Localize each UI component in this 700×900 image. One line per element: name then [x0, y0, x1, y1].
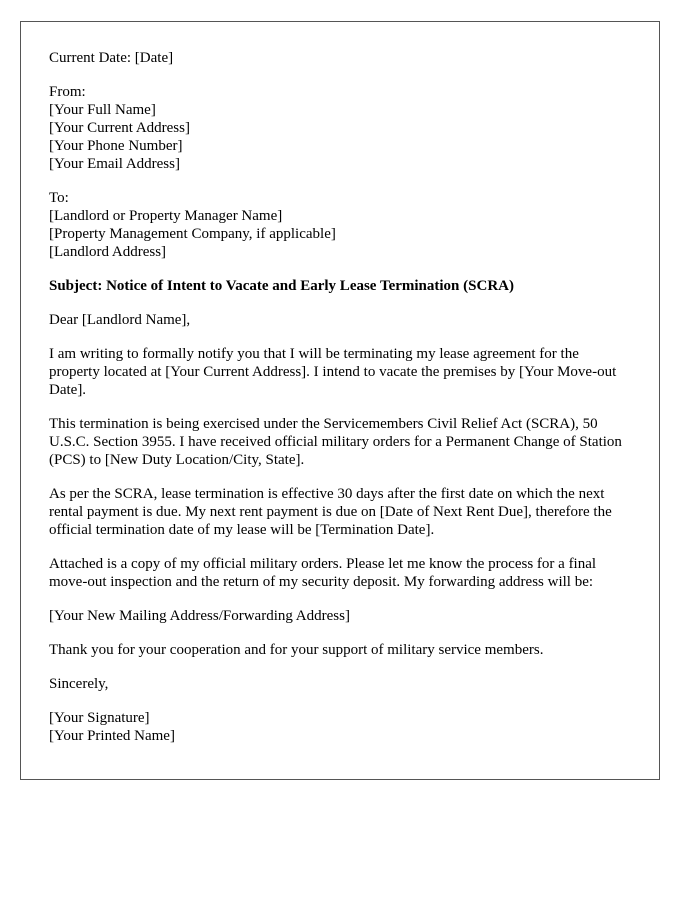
body-paragraph-thanks: Thank you for your cooperation and for your support of military service members. — [49, 642, 544, 658]
printed-name-line: [Your Printed Name] — [49, 728, 175, 744]
body-paragraph-notice: I am writing to formally notify you that I will be terminating my lease agreement for the property located at [Your Current Address]. I intend to vacate the premises by [Your Move-out Date]. — [49, 346, 617, 398]
body-paragraph-effective-date: As per the SCRA, lease termination is effective 30 days after the first date on which the next rental payment is due. My next rent payment is due on [Date of Next Rent Due], therefore the official termination date of my lease will be [Termination Date]. — [49, 486, 612, 538]
forwarding-address: [Your New Mailing Address/Forwarding Address] — [49, 608, 350, 624]
date-line: Current Date: [Date] — [49, 50, 174, 66]
signature-line: [Your Signature] — [49, 710, 150, 726]
sender-address: [Your Current Address] — [49, 120, 190, 136]
signature-block — [49, 709, 631, 745]
sender-heading: From: — [49, 84, 86, 100]
body-paragraph-orders: Attached is a copy of my official military orders. Please let me know the process for a final move-out inspection and the return of my security deposit. My forwarding address will be: — [49, 556, 597, 590]
sender-block — [49, 83, 631, 173]
subject-line: Subject: Notice of Intent to Vacate and Early Lease Termination (SCRA) — [49, 278, 514, 294]
letter-frame — [20, 21, 660, 780]
sender-email: [Your Email Address] — [49, 156, 180, 172]
recipient-address: [Landlord Address] — [49, 244, 167, 260]
closing: Sincerely, — [49, 676, 109, 692]
recipient-heading: To: — [49, 190, 69, 206]
recipient-company: [Property Management Company, if applicable] — [49, 226, 336, 242]
sender-name: [Your Full Name] — [49, 102, 156, 118]
sender-phone: [Your Phone Number] — [49, 138, 183, 154]
recipient-block — [49, 189, 631, 261]
salutation: Dear [Landlord Name], — [49, 312, 191, 328]
body-paragraph-scra: This termination is being exercised under the Servicemembers Civil Relief Act (SCRA), 50 U.S.C. Section 3955. I have received official military orders for a Permanent Change of Station (PCS) to [New Duty Location/City, State]. — [49, 416, 622, 468]
recipient-name: [Landlord or Property Manager Name] — [49, 208, 283, 224]
